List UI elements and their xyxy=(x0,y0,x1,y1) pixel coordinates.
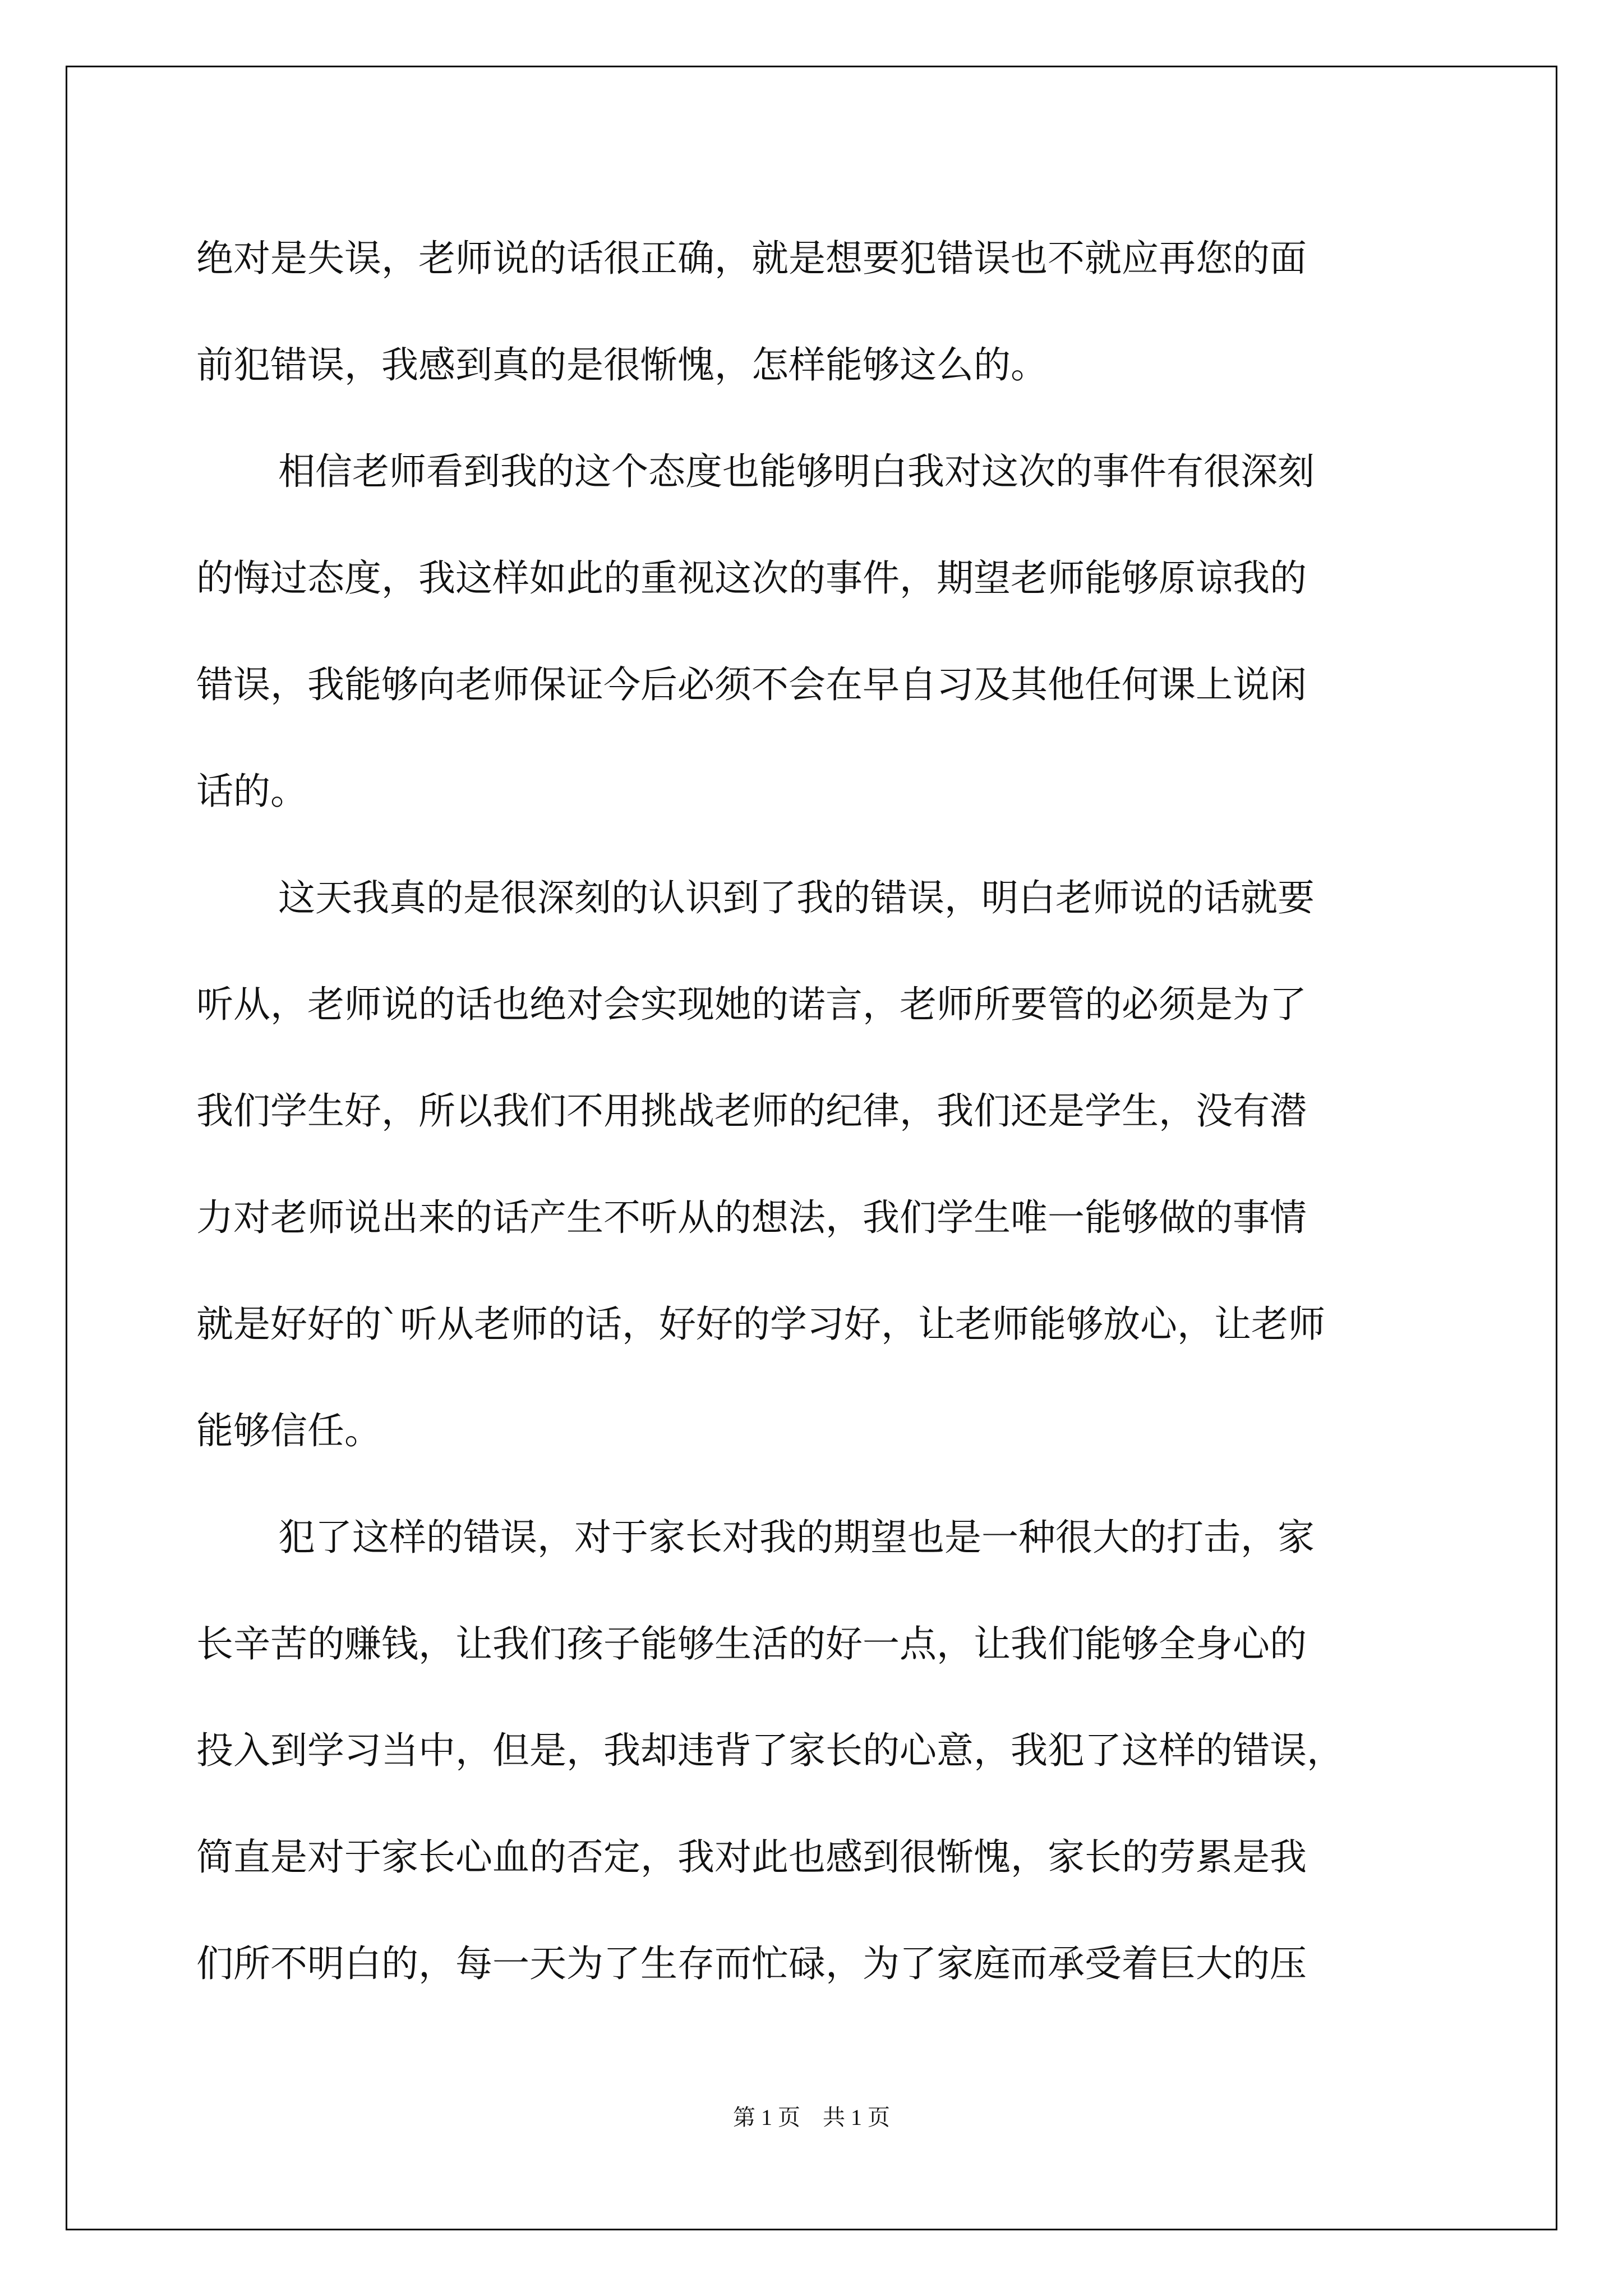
document-body xyxy=(196,205,1436,2017)
text-line: 我们学生好，所以我们不用挑战老师的纪律，我们还是学生，没有潜 xyxy=(196,1089,1307,1133)
paragraph-3 xyxy=(196,845,1436,1484)
paragraph-4 xyxy=(196,1484,1436,2017)
text-line: 的悔过态度，我这样如此的重视这次的事件，期望老师能够原谅我的 xyxy=(196,556,1307,600)
text-line: 们所不明白的，每一天为了生存而忙碌，为了家庭而承受着巨大的压 xyxy=(196,1942,1307,1985)
text-line: 相信老师看到我的这个态度也能够明白我对这次的事件有很深刻 xyxy=(278,450,1315,493)
text-line: 前犯错误，我感到真的是很惭愧，怎样能够这么的。 xyxy=(196,343,1048,386)
paragraph-2 xyxy=(196,418,1436,845)
text-line: 就是好好的`听从老师的话，好好的学习好，让老师能够放心，让老师 xyxy=(196,1303,1325,1346)
text-line: 简直是对于家长心血的否定，我对此也感到很惭愧，家长的劳累是我 xyxy=(196,1835,1307,1879)
text-line: 听从，老师说的话也绝对会实现她的诺言，老师所要管的必须是为了 xyxy=(196,983,1307,1026)
text-line: 力对老师说出来的话产生不听从的想法，我们学生唯一能够做的事情 xyxy=(196,1196,1307,1239)
paragraph-1 xyxy=(196,205,1436,418)
text-line: 错误，我能够向老师保证今后必须不会在早自习及其他任何课上说闲 xyxy=(196,663,1307,706)
text-line: 犯了这样的错误，对于家长对我的期望也是一种很大的打击，家 xyxy=(278,1516,1315,1559)
text-line: 绝对是失误，老师说的话很正确，就是想要犯错误也不就应再您的面 xyxy=(196,237,1307,280)
page-footer: 第 1 页 共 1 页 xyxy=(733,2105,890,2130)
text-line: 长辛苦的赚钱，让我们孩子能够生活的好一点，让我们能够全身心的 xyxy=(196,1622,1307,1665)
text-line: 这天我真的是很深刻的认识到了我的错误，明白老师说的话就要 xyxy=(278,876,1315,919)
text-line: 能够信任。 xyxy=(196,1409,381,1452)
text-line: 投入到学习当中，但是，我却违背了家长的心意，我犯了这样的错误， xyxy=(196,1729,1344,1772)
text-line: 话的。 xyxy=(196,770,307,813)
